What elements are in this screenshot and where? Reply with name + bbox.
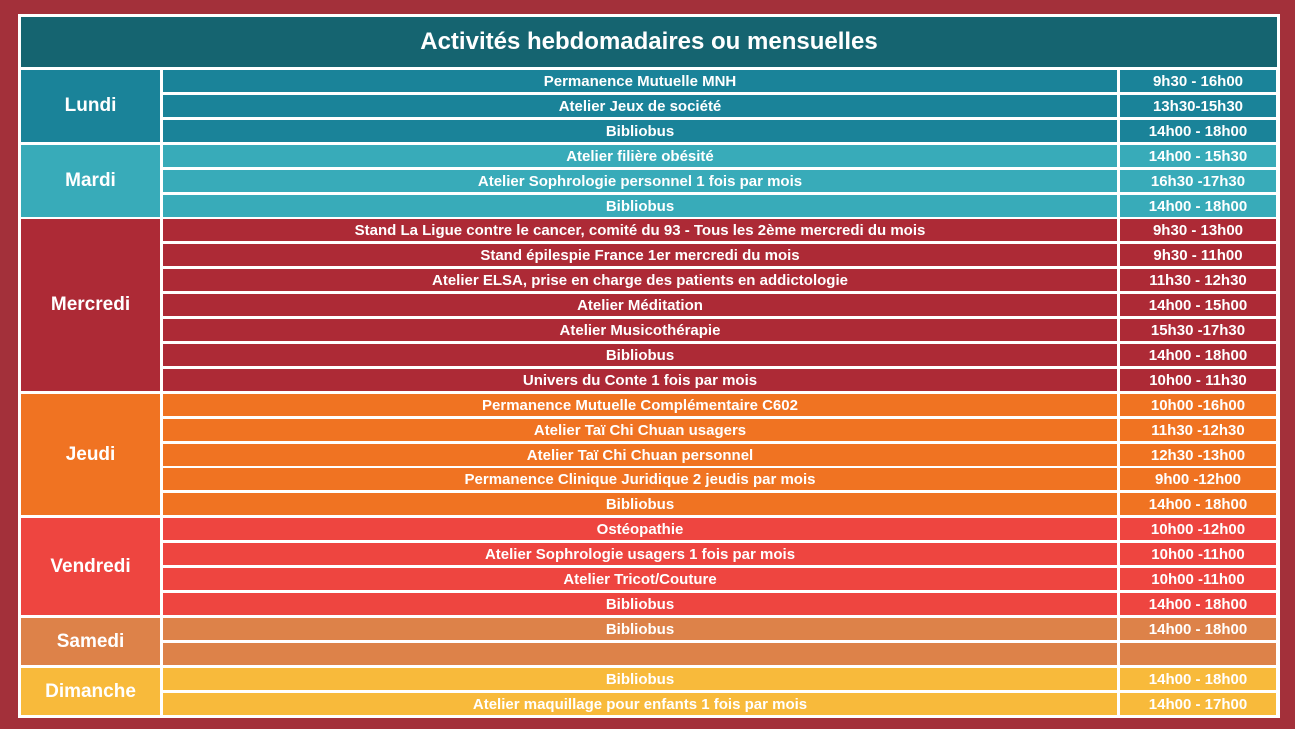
time-cell: 14h00 - 18h00 — [1120, 618, 1276, 640]
activity-cell: Bibliobus — [163, 618, 1117, 640]
day-label-lundi: Lundi — [21, 70, 160, 142]
activity-cell: Atelier Taï Chi Chuan usagers — [163, 419, 1117, 441]
activity-cell: Atelier filière obésité — [163, 145, 1117, 167]
page-title: Activités hebdomadaires ou mensuelles — [21, 17, 1277, 67]
time-cell: 14h00 - 15h30 — [1120, 145, 1276, 167]
activity-cell: Permanence Clinique Juridique 2 jeudis par mois — [163, 468, 1117, 490]
time-cell: 14h00 - 18h00 — [1120, 493, 1276, 515]
day-label-jeudi: Jeudi — [21, 394, 160, 515]
day-label-mardi: Mardi — [21, 145, 160, 217]
activity-cell: Bibliobus — [163, 593, 1117, 615]
activity-cell: Stand épilespie France 1er mercredi du mois — [163, 244, 1117, 266]
activity-cell: Univers du Conte 1 fois par mois — [163, 369, 1117, 391]
time-cell: 13h30-15h30 — [1120, 95, 1276, 117]
activity-cell: Permanence Mutuelle Complémentaire C602 — [163, 394, 1117, 416]
time-cell: 14h00 - 15h00 — [1120, 294, 1276, 316]
activity-cell: Ostéopathie — [163, 518, 1117, 540]
time-cell: 10h00 -11h00 — [1120, 568, 1276, 590]
time-cell: 9h30 - 11h00 — [1120, 244, 1276, 266]
activity-cell: Atelier Tricot/Couture — [163, 568, 1117, 590]
day-label-samedi: Samedi — [21, 618, 160, 665]
activity-cell: Bibliobus — [163, 344, 1117, 366]
activity-cell: Permanence Mutuelle MNH — [163, 70, 1117, 92]
time-cell: 10h00 - 11h30 — [1120, 369, 1276, 391]
time-cell: 14h00 - 18h00 — [1120, 593, 1276, 615]
time-cell: 9h30 - 13h00 — [1120, 219, 1276, 241]
time-cell: 14h00 - 17h00 — [1120, 693, 1276, 715]
time-cell: 10h00 -16h00 — [1120, 394, 1276, 416]
time-cell: 15h30 -17h30 — [1120, 319, 1276, 341]
activity-cell: Atelier Jeux de société — [163, 95, 1117, 117]
time-cell: 12h30 -13h00 — [1120, 444, 1276, 466]
time-cell: 14h00 - 18h00 — [1120, 195, 1276, 217]
time-cell: 11h30 -12h30 — [1120, 419, 1276, 441]
activity-cell — [163, 643, 1117, 665]
time-cell: 10h00 -12h00 — [1120, 518, 1276, 540]
day-label-mercredi: Mercredi — [21, 219, 160, 391]
activity-cell: Bibliobus — [163, 493, 1117, 515]
activity-cell: Atelier Taï Chi Chuan personnel — [163, 444, 1117, 466]
time-cell: 16h30 -17h30 — [1120, 170, 1276, 192]
activity-cell: Atelier Musicothérapie — [163, 319, 1117, 341]
day-label-vendredi: Vendredi — [21, 518, 160, 615]
activity-cell: Atelier maquillage pour enfants 1 fois par mois — [163, 693, 1117, 715]
time-cell: 9h00 -12h00 — [1120, 468, 1276, 490]
time-cell: 9h30 - 16h00 — [1120, 70, 1276, 92]
time-cell: 14h00 - 18h00 — [1120, 668, 1276, 690]
activity-cell: Bibliobus — [163, 120, 1117, 142]
time-cell: 14h00 - 18h00 — [1120, 344, 1276, 366]
activity-cell: Atelier Méditation — [163, 294, 1117, 316]
activity-cell: Atelier Sophrologie usagers 1 fois par mois — [163, 543, 1117, 565]
time-cell: 11h30 - 12h30 — [1120, 269, 1276, 291]
time-cell: 14h00 - 18h00 — [1120, 120, 1276, 142]
activity-cell: Stand La Ligue contre le cancer, comité du 93 - Tous les 2ème mercredi du mois — [163, 219, 1117, 241]
time-cell — [1120, 643, 1276, 665]
time-cell: 10h00 -11h00 — [1120, 543, 1276, 565]
activity-cell: Bibliobus — [163, 195, 1117, 217]
activity-cell: Atelier ELSA, prise en charge des patients en addictologie — [163, 269, 1117, 291]
activity-cell: Bibliobus — [163, 668, 1117, 690]
day-label-dimanche: Dimanche — [21, 668, 160, 715]
activity-cell: Atelier Sophrologie personnel 1 fois par mois — [163, 170, 1117, 192]
